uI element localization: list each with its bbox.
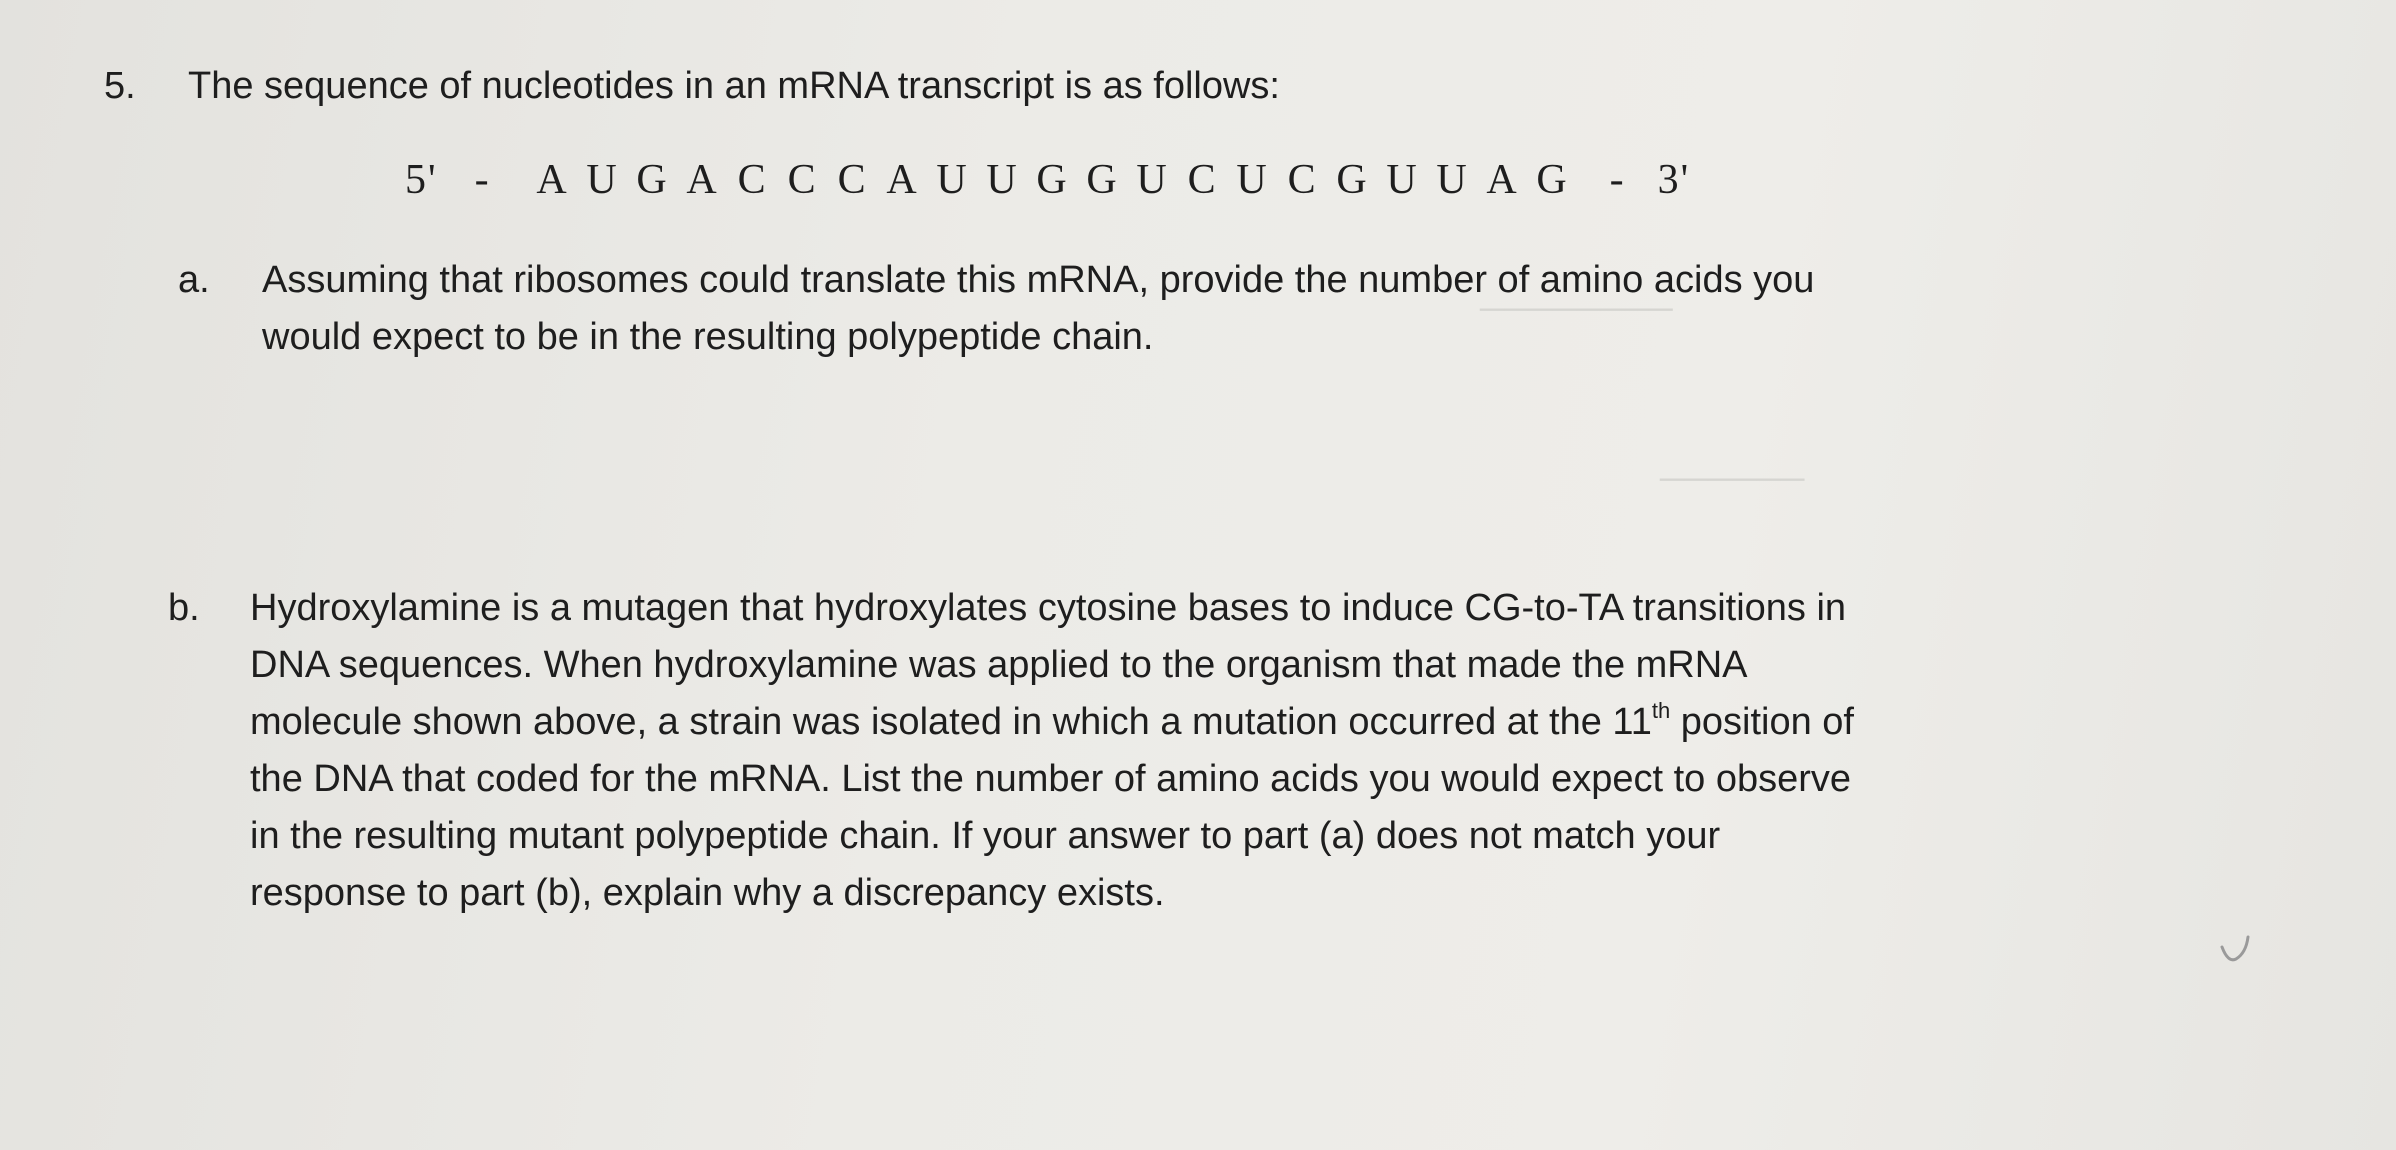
five-prime-label: 5' bbox=[405, 157, 438, 203]
ordinal-suffix: th bbox=[1651, 698, 1671, 723]
question-heading bbox=[104, 64, 1280, 110]
part-b-line3-start: molecule shown above, a strain was isolated in which a mutation occurred at the 11 bbox=[250, 701, 1652, 743]
three-prime-label: 3' bbox=[1657, 157, 1691, 203]
part-b-label: b. bbox=[168, 587, 200, 629]
sequence-base: C bbox=[1187, 157, 1218, 203]
sequence-dash-right: - bbox=[1609, 157, 1626, 203]
part-a-line: would expect to be in the resulting polypeptide chain. bbox=[262, 316, 1154, 358]
sequence-base: G bbox=[636, 157, 669, 203]
sequence-base: C bbox=[787, 157, 818, 203]
part-b-line: response to part (b), explain why a discrepancy exists. bbox=[250, 872, 1165, 914]
sequence-base: U bbox=[986, 157, 1019, 203]
sequence-base: A bbox=[1486, 157, 1519, 203]
part-b-line: in the resulting mutant polypeptide chain. If your answer to part (a) does not match your bbox=[250, 815, 1721, 857]
sequence-base: U bbox=[1436, 157, 1469, 203]
part-b-line: the DNA that coded for the mRNA. List the number of amino acids you would expect to observe bbox=[250, 758, 1852, 800]
sequence-base: A bbox=[886, 157, 919, 203]
sequence-base: G bbox=[1336, 157, 1369, 203]
part-b bbox=[168, 580, 2318, 940]
part-b-line: Hydroxylamine is a mutagen that hydroxylates cytosine bases to induce CG-to-TA transitions in bbox=[250, 587, 1847, 629]
sequence-base: G bbox=[1086, 157, 1119, 203]
part-a-label: a. bbox=[178, 259, 210, 301]
sequence-base: G bbox=[1036, 157, 1069, 203]
sequence-base: U bbox=[1136, 157, 1169, 203]
sequence-base: U bbox=[936, 157, 969, 203]
question-number: 5. bbox=[104, 65, 136, 107]
sequence-base: C bbox=[837, 157, 868, 203]
part-a-text bbox=[262, 252, 1814, 366]
sequence-base: U bbox=[1236, 157, 1269, 203]
part-b-line: DNA sequences. When hydroxylamine was applied to the organism that made the mRNA bbox=[250, 644, 1748, 686]
sequence-base: C bbox=[737, 157, 768, 203]
mrna-sequence bbox=[405, 156, 1690, 204]
part-b-text bbox=[250, 580, 1854, 922]
sequence-base: U bbox=[1386, 157, 1419, 203]
bleed-through-decoration: ──────── bbox=[1480, 290, 1673, 328]
sequence-base: U bbox=[586, 157, 619, 203]
sequence-dash-left: - bbox=[474, 157, 491, 203]
question-text: The sequence of nucleotides in an mRNA transcript is as follows: bbox=[188, 65, 1280, 107]
sequence-base: A bbox=[536, 157, 569, 203]
part-a bbox=[178, 252, 2178, 372]
check-mark-icon bbox=[2218, 932, 2252, 977]
part-b-line bbox=[250, 694, 1854, 751]
part-a-line: Assuming that ribosomes could translate this mRNA, provide the number of amino acids you bbox=[262, 259, 1815, 301]
part-b-line3-end: position of bbox=[1670, 701, 1854, 743]
sequence-base: C bbox=[1287, 157, 1318, 203]
bleed-through-decoration: ────── bbox=[1660, 460, 1805, 498]
sequence-base: G bbox=[1536, 157, 1569, 203]
sequence-base: A bbox=[686, 157, 719, 203]
